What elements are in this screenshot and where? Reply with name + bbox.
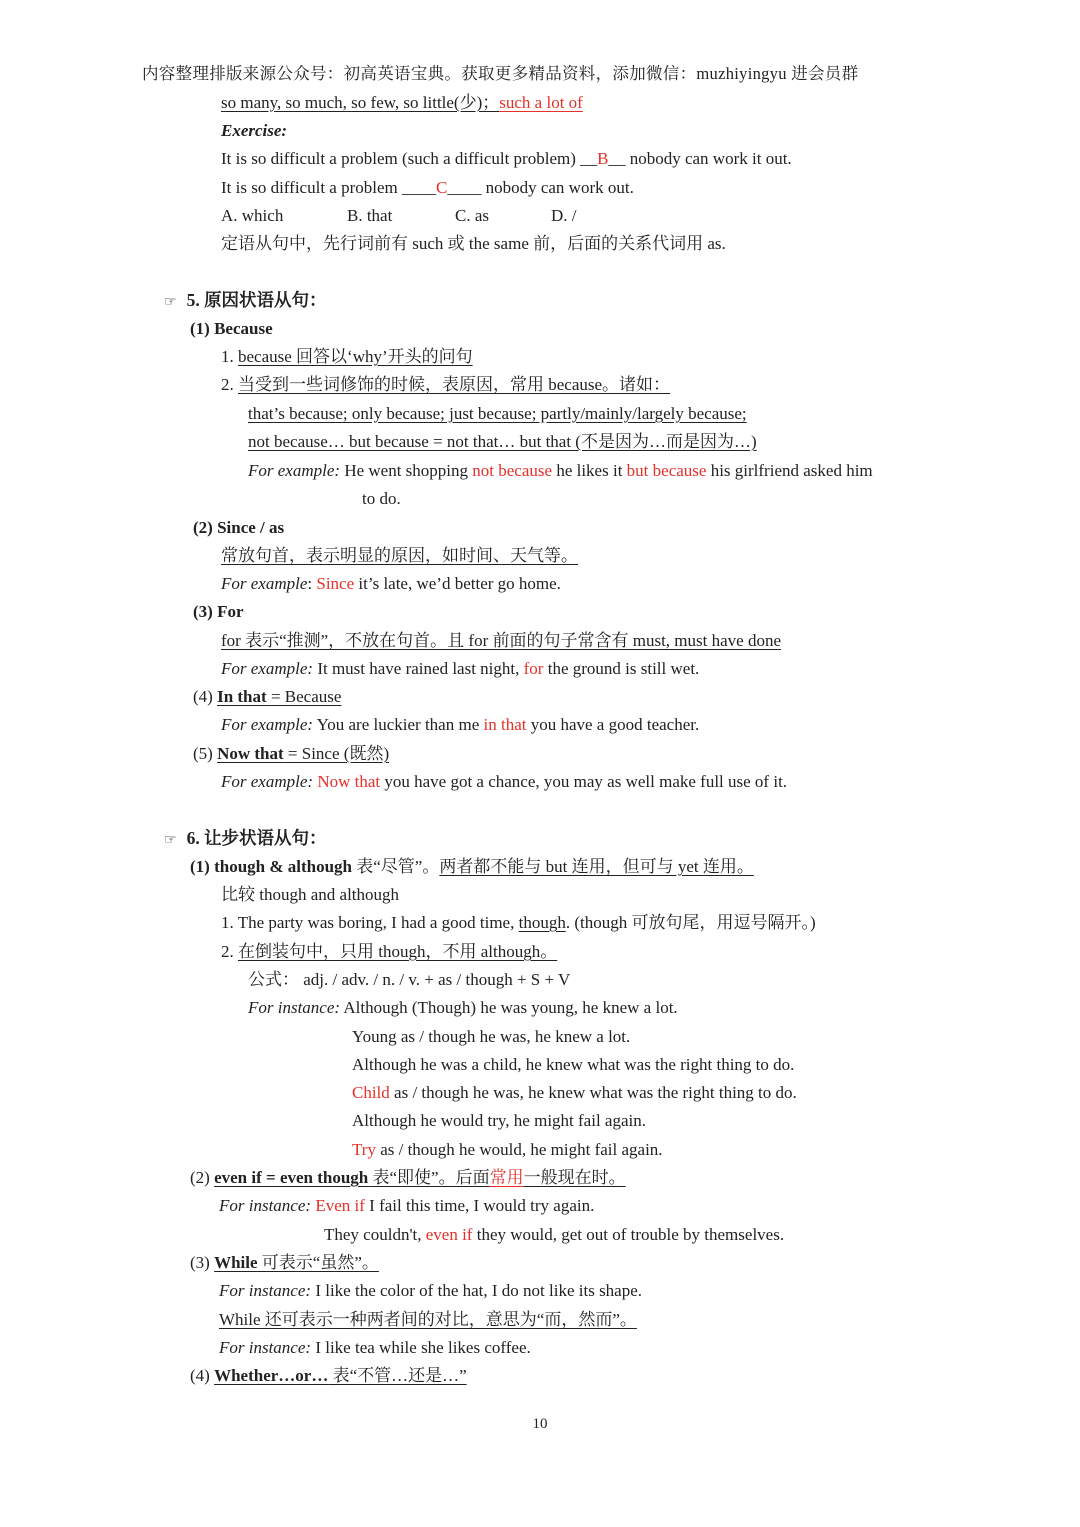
in-that-num: (4) [193, 687, 218, 706]
because-2-num: 2. [221, 375, 238, 394]
since-note: 常放句首，表示明显的原因，如时间、天气等。 [221, 546, 578, 565]
ex1-b: not because [472, 461, 553, 480]
for-label [193, 600, 244, 624]
item1-b: though [518, 913, 566, 932]
even-if-c: 一般现在时。 [523, 1168, 626, 1187]
instance-label: For instance: [219, 1281, 312, 1300]
pointing-hand-icon: ☞ [164, 294, 177, 310]
ex5-b: Now that [317, 772, 381, 791]
wh1-text: I like the color of the hat, I do not like its shape. [311, 1281, 643, 1300]
in-that-label [193, 685, 341, 709]
while-label [190, 1251, 379, 1275]
example-label: For example: [221, 715, 314, 734]
ev1-red: Even if [315, 1196, 365, 1215]
ex2-a: : [307, 574, 317, 593]
ex4-b: in that [483, 715, 527, 734]
whether-num: (4) [190, 1366, 215, 1385]
instance-label: For instance: [248, 998, 341, 1017]
q2-prefix: It is so difficult a problem ____ [221, 178, 436, 197]
ex1-a: He went shopping [340, 461, 473, 480]
even-if-num: (2) [190, 1168, 215, 1187]
item1-a: 1. The party was boring, I had a good time, [221, 913, 519, 932]
while-bold: While [214, 1253, 258, 1272]
ev2-red: even if [425, 1225, 473, 1244]
in-that-post: = Because [266, 687, 342, 706]
even-if-instance-2 [324, 1223, 784, 1247]
example-label: For example: [221, 659, 314, 678]
pointing-hand-icon: ☞ [164, 832, 177, 848]
though-a: 表“尽管”。 [352, 857, 440, 876]
whether-bold: Whether…or… [214, 1366, 329, 1385]
now-that-label [193, 742, 389, 766]
even-if-red: 常用 [489, 1168, 524, 1187]
ex4-c: you have a good teacher. [526, 715, 700, 734]
ev1-b: I fail this time, I would try again. [364, 1196, 595, 1215]
now-that-post: = Since (既然) [283, 744, 390, 763]
even-if-a: 表“即使”。后面 [368, 1168, 490, 1187]
ex2-c: it’s late, we’d better go home. [354, 574, 561, 593]
inst6-text: as / though he would, he might fail again. [375, 1140, 663, 1159]
instance-label: For instance: [219, 1196, 312, 1215]
instance-4 [352, 1081, 797, 1105]
because-label-text: (1) Because [190, 319, 273, 338]
section-5-title [164, 288, 327, 314]
instance-5: Although he would try, he might fail again. [352, 1111, 646, 1130]
while-note: While 还可表示一种两者间的对比，意思为“而，然而”。 [219, 1310, 637, 1329]
because-1-text: because 回答以‘why’开头的问句 [238, 347, 473, 366]
compare-line: 比较 though and although [221, 885, 400, 904]
because-list-2: not because… but because = not that… but that (不是因为…而是因为…) [248, 432, 757, 451]
ex3-a: It must have rained last night, [313, 659, 524, 678]
because-label [190, 317, 273, 341]
though-item-2 [221, 940, 557, 964]
option-b: B. that [347, 206, 393, 225]
example-3 [221, 657, 699, 681]
as-note: 定语从句中，先行词前有 such 或 the same 前，后面的关系代词用 as. [221, 234, 726, 253]
option-d: D. / [551, 206, 577, 225]
though-label [190, 855, 754, 879]
inst1-text: Although (Though) he was young, he knew a lot. [340, 998, 678, 1017]
instance-label: For instance: [219, 1338, 312, 1357]
in-that-bold: In that [217, 687, 267, 706]
instance-3: Although he was a child, he knew what was the right thing to do. [352, 1055, 795, 1074]
instance-6 [352, 1138, 663, 1162]
though-b: 两者都不能与 but 连用，但可与 yet 连用。 [439, 857, 754, 876]
exercise-label: Exercise: [221, 121, 288, 140]
inst4-red: Child [352, 1083, 390, 1102]
ex5-c: you have got a chance, you may as well make full use of it. [380, 772, 788, 791]
now-that-num: (5) [193, 744, 218, 763]
ev2-a: They couldn't, [324, 1225, 426, 1244]
ex3-b: for [523, 659, 544, 678]
exercise-q2 [221, 176, 634, 200]
q1-prefix: It is so difficult a problem (such a difficult problem) __ [221, 149, 598, 168]
while-num: (3) [190, 1253, 215, 1272]
while-a: 可表示“虽然”。 [257, 1253, 379, 1272]
even-if-instance-1 [219, 1194, 594, 1218]
example-label: For example [221, 574, 308, 593]
so-much-line [221, 91, 583, 115]
ex1-d: but because [626, 461, 707, 480]
while-instance-1 [219, 1279, 642, 1303]
example-2 [221, 572, 561, 596]
q2-answer: C [436, 178, 448, 197]
page-number: 10 [532, 1416, 548, 1432]
example-4 [221, 713, 699, 737]
though-item-1 [221, 911, 816, 935]
ev2-b: they would, get out of trouble by themselves. [472, 1225, 785, 1244]
whether-a: 表“不管…还是…” [328, 1366, 467, 1385]
ex1-e: his girlfriend asked him [706, 461, 873, 480]
even-if-label [190, 1166, 626, 1190]
page-header: 内容整理排版来源公众号：初高英语宝典。获取更多精品资料，添加微信：muzhiyingyu 进会员群 [142, 64, 859, 83]
instance-2: Young as / though he was, he knew a lot. [352, 1027, 631, 1046]
example-1 [248, 459, 873, 483]
whether-label [190, 1364, 467, 1388]
now-that-bold: Now that [217, 744, 284, 763]
so-many-text: so many, so much, so few, so little(少)； [221, 93, 500, 112]
option-c: C. as [455, 206, 489, 225]
instance-1 [248, 996, 678, 1020]
because-list-1: that’s because; only because; just because; partly/mainly/largely because; [248, 404, 747, 423]
item2-b: 在倒装句中，只用 though，不用 although。 [238, 942, 558, 961]
ex4-a: You are luckier than me [313, 715, 484, 734]
ex2-b: Since [316, 574, 355, 593]
example-label: For example: [221, 772, 314, 791]
q2-suffix: ____ nobody can work out. [447, 178, 634, 197]
such-a-lot-text: such a lot of [499, 93, 583, 112]
because-2-text: 当受到一些词修饰的时候，表原因，常用 because。诸如： [238, 375, 671, 394]
though-label-bold: (1) though & although [190, 857, 353, 876]
for-note: for 表示“推测”，不放在句首。且 for 前面的句子常含有 must, must have done [221, 631, 781, 650]
option-a: A. which [221, 206, 284, 225]
because-1-num: 1. [221, 347, 238, 366]
item2-a: 2. [221, 942, 238, 961]
formula-line: 公式： adj. / adv. / n. / v. + as / though + S + V [248, 970, 571, 989]
example-5 [221, 770, 787, 794]
q1-suffix: __ nobody can work it out. [608, 149, 792, 168]
item1-c: . (though 可放句尾，用逗号隔开。) [565, 913, 816, 932]
exercise-q1 [221, 147, 792, 171]
because-item-2 [221, 373, 670, 397]
section-5-heading: 5. 原因状语从句： [186, 290, 327, 310]
since-label [193, 516, 284, 540]
example-1-cont: to do. [362, 489, 401, 508]
q1-answer: B [597, 149, 609, 168]
while-instance-2 [219, 1336, 531, 1360]
ex3-c: the ground is still wet. [543, 659, 700, 678]
because-item-1 [221, 345, 473, 369]
even-if-bold: even if = even though [214, 1168, 369, 1187]
section-6-title [164, 826, 327, 852]
since-label-text: (2) Since / as [193, 518, 285, 537]
section-6-heading: 6. 让步状语从句： [186, 828, 327, 848]
inst6-red: Try [352, 1140, 376, 1159]
inst4-text: as / though he was, he knew what was the right thing to do. [389, 1083, 797, 1102]
example-label: For example: [248, 461, 341, 480]
wh2-text: I like tea while she likes coffee. [311, 1338, 531, 1357]
ex1-c: he likes it [552, 461, 627, 480]
for-label-text: (3) For [193, 602, 244, 621]
